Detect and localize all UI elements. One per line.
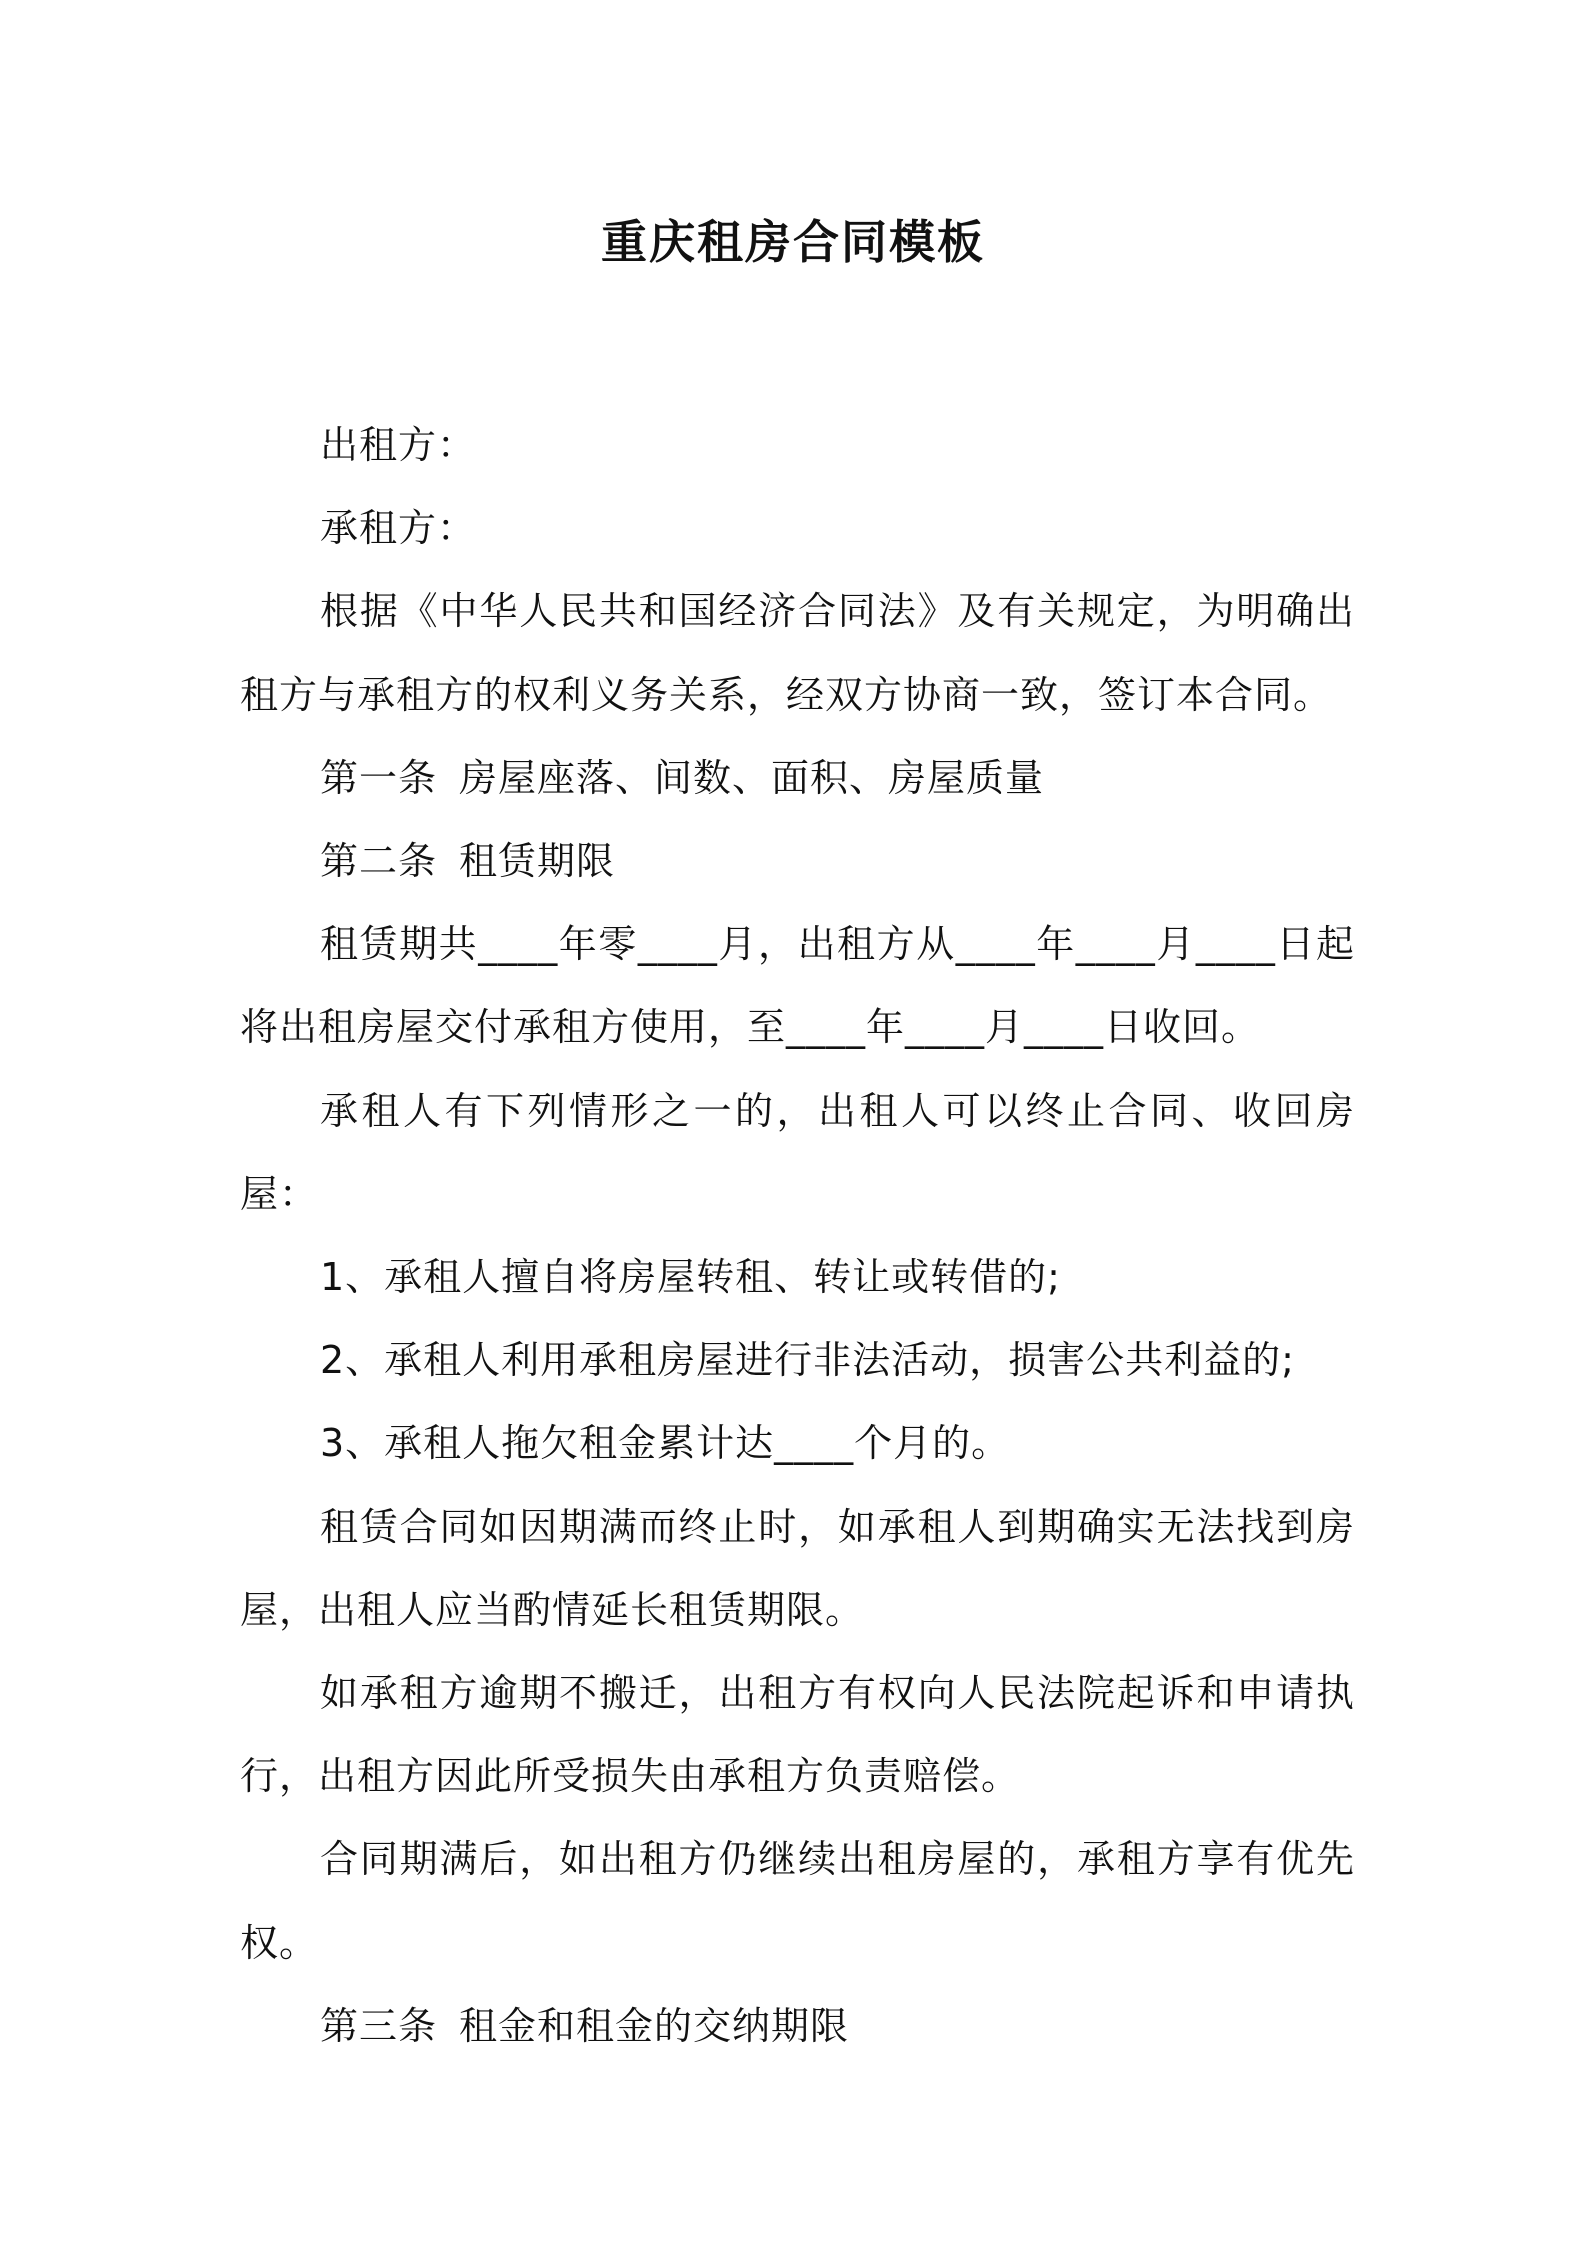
document-title: 重庆租房合同模板 [601,215,985,269]
document-body [240,404,1355,2068]
article-2-number: 第二条 [320,839,438,884]
termination-item-1: 1、承租人擅自将房屋转租、转让或转借的; [320,1255,1061,1300]
article-3-number: 第三条 [320,2003,438,2048]
article-2-title: 租赁期限 [459,839,616,884]
priority-right-paragraph: 合同期满后，如出租方仍继续出租房屋的，承租方享有优先权。 [240,1837,1355,1965]
lease-term-paragraph: 租赁期共____年零____月，出租方从____年____月____日起将出租房屋交付承租方使用，至____年____月____日收回。 [240,922,1355,1050]
preamble-paragraph: 根据《中华人民共和国经济合同法》及有关规定，为明确出租方与承租方的权利义务关系，经双方协商一致，签订本合同。 [240,589,1355,717]
article-1-title: 房屋座落、间数、面积、房屋质量 [459,755,1045,800]
termination-item-3: 3、承租人拖欠租金累计达____个月的。 [320,1421,1011,1466]
article-2-heading [240,820,1355,903]
article-1-heading [240,737,1355,820]
expiry-extension-paragraph: 租赁合同如因期满而终止时，如承租人到期确实无法找到房屋，出租人应当酌情延长租赁期限。 [240,1504,1355,1632]
article-3-heading [240,1985,1355,2068]
lessor-line: 出租方： [320,423,477,467]
termination-conditions-intro: 承租人有下列情形之一的，出租人可以终止合同、收回房屋： [240,1088,1355,1216]
article-3-title: 租金和租金的交纳期限 [459,2003,850,2048]
overdue-move-paragraph: 如承租方逾期不搬迁，出租方有权向人民法院起诉和申请执行，出租方因此所受损失由承租方负责赔偿。 [240,1671,1355,1799]
termination-item-2: 2、承租人利用承租房屋进行非法活动，损害公共利益的; [320,1338,1295,1383]
lessee-line: 承租方： [320,506,477,551]
article-1-number: 第一条 [320,755,438,800]
